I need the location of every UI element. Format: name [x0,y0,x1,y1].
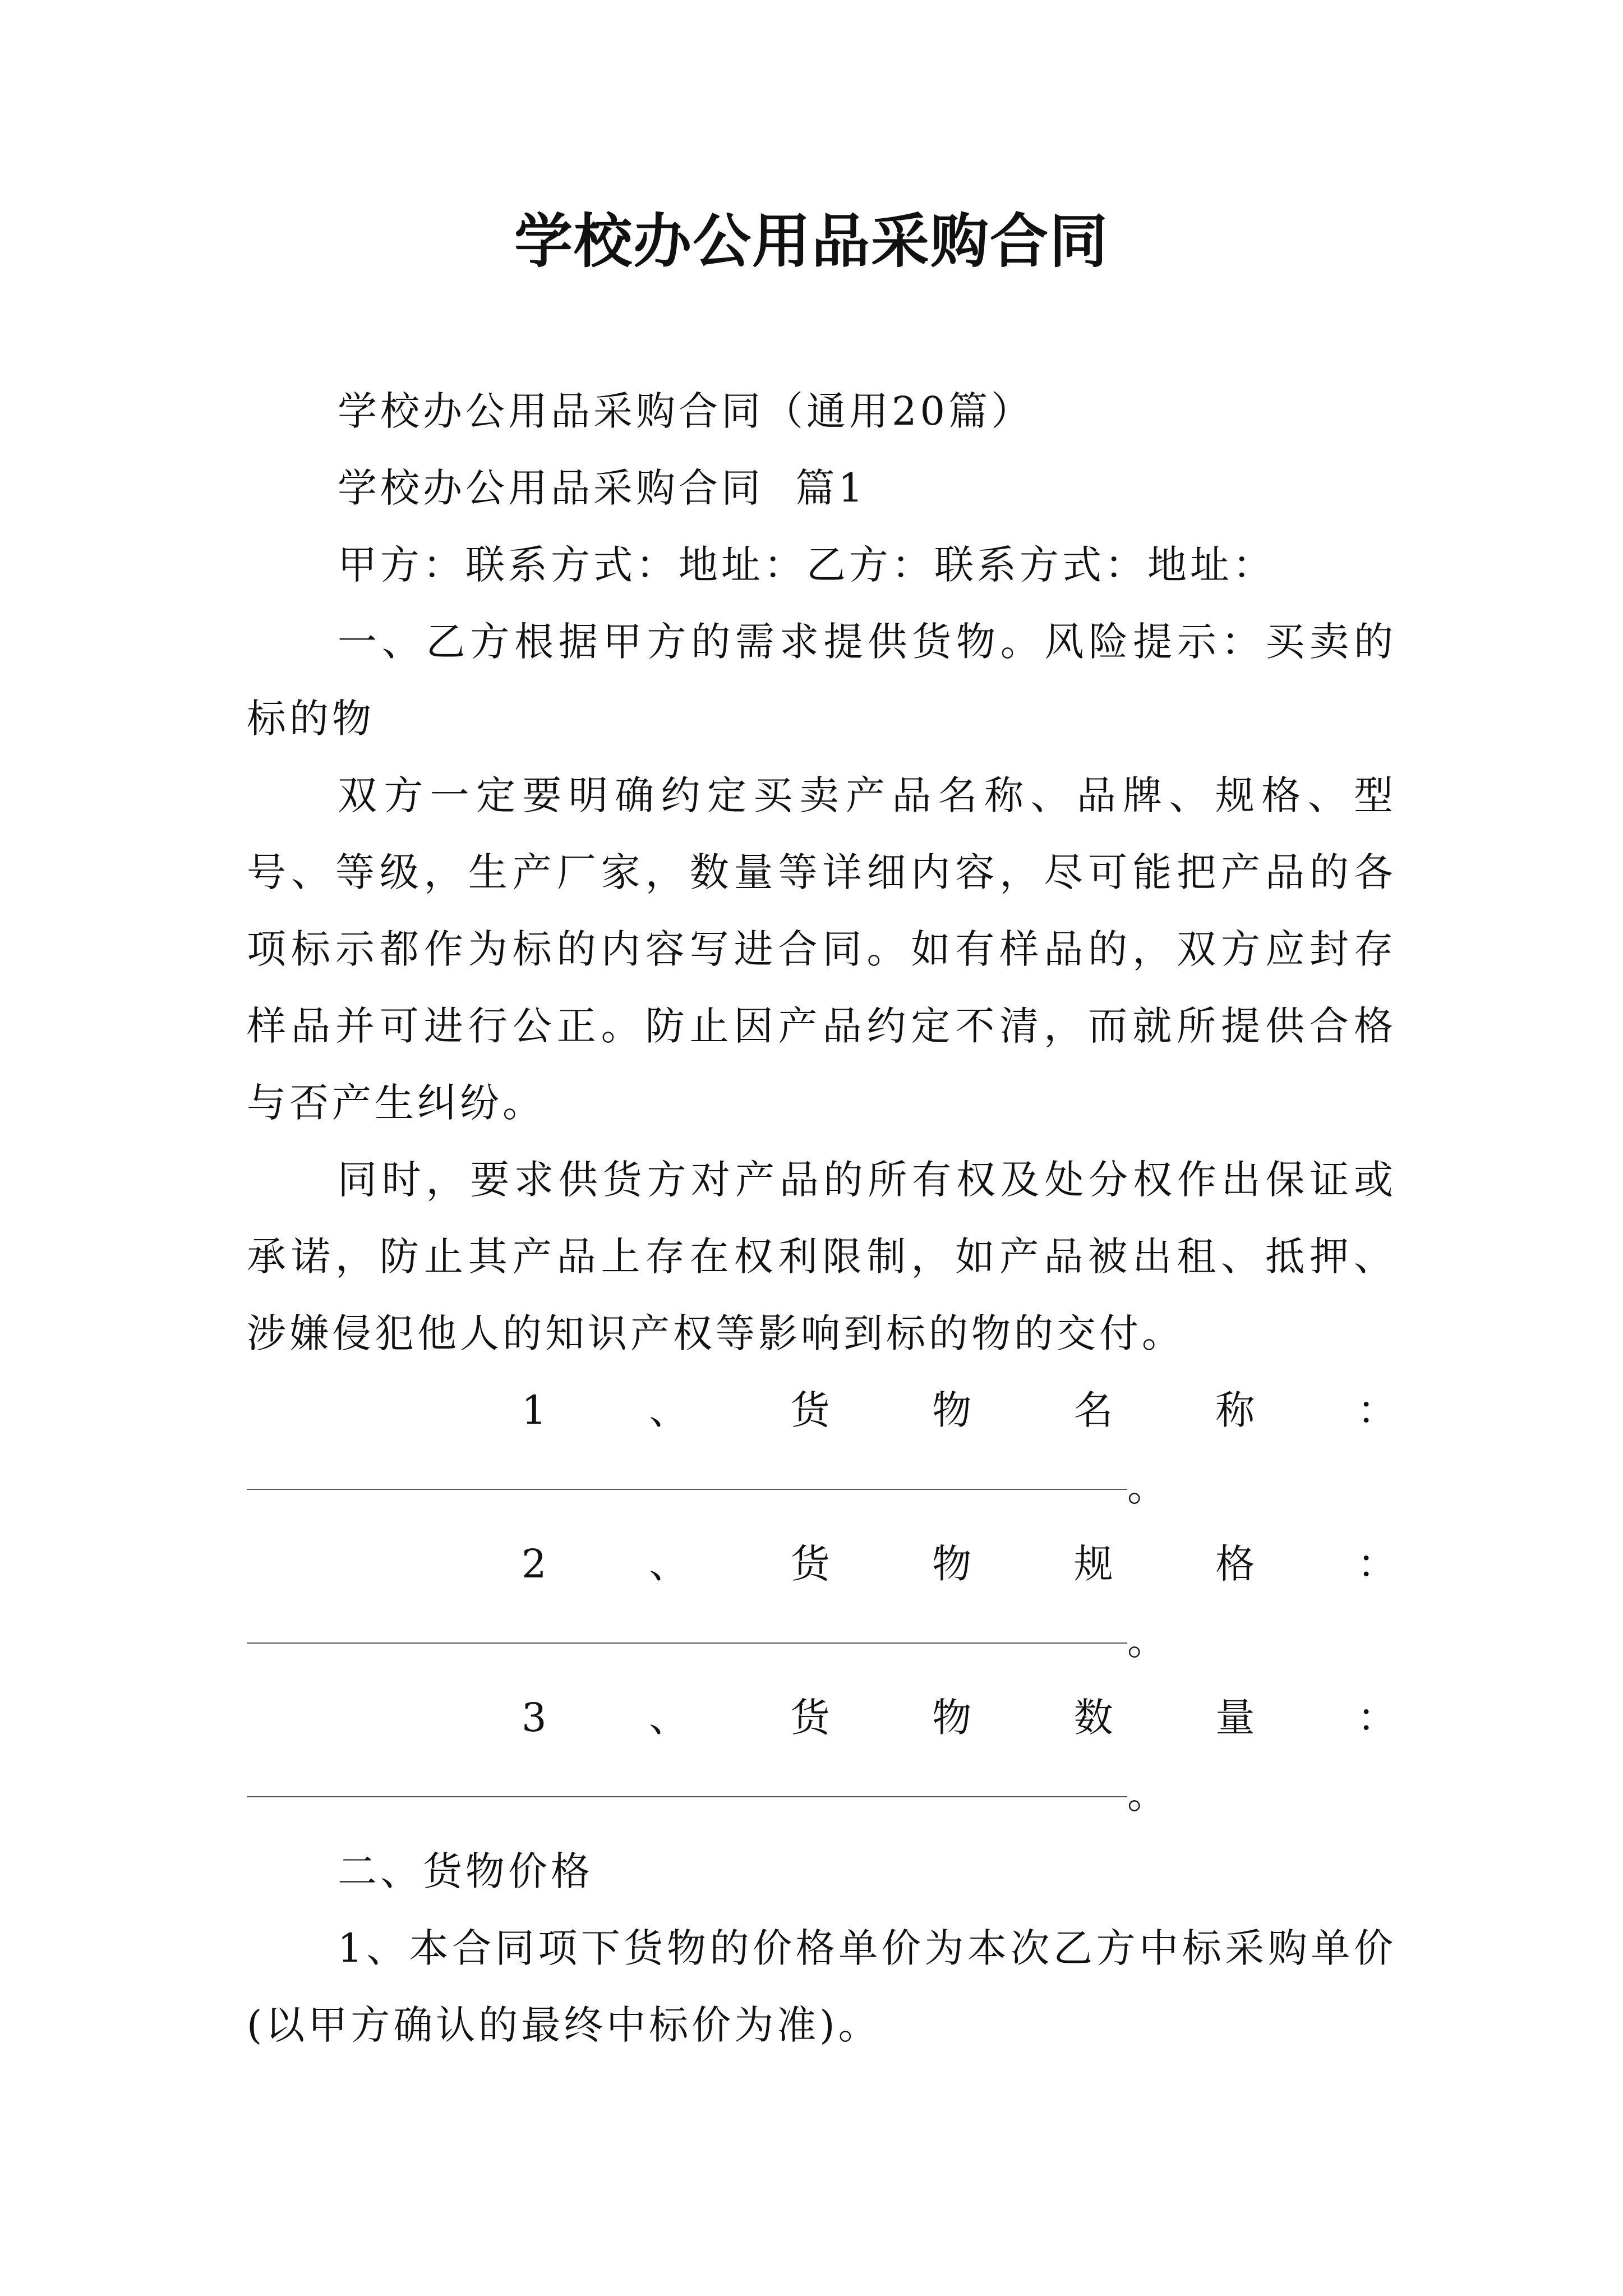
fill-in-blank[interactable] [247,1642,1127,1644]
fill-in-blank[interactable] [247,1489,1127,1490]
document-body [247,373,1396,2064]
parties-line: 甲方：联系方式：地址：乙方：联系方式：地址： [338,542,1275,588]
clause-2-heading: 二、货物价格 [338,1848,593,1894]
document-title: 学校办公用品采购合同 [514,206,1109,275]
item-goods-quantity [247,1680,1396,1833]
item-label: 1 、 货 物 名 称 ： [522,1387,1396,1433]
clause-1-paragraph-2: 双方一定要明确约定买卖产品名称、品牌、规格、型号、等级，生产厂家，数量等详细内容，尽可能把产品的各项标示都作为标的内容写进合同。如有样品的，双方应封存样品并可进行公正。防止因产品约定不清，而就所提供合格与否产生纠纷。 [247,772,1396,1126]
item-label: 2 、 货 物 规 格 ： [522,1541,1396,1587]
item-end-mark: 。 [1127,1772,1166,1818]
item-goods-name [247,1372,1396,1526]
item-label: 3 、 货 物 数 量 ： [522,1695,1396,1741]
section-heading: 学校办公用品采购合同 篇1 [338,465,867,511]
clause-1-intro: 一、乙方根据甲方的需求提供货物。风险提示：买卖的标的物 [247,619,1396,742]
item-end-mark: 。 [1127,1618,1166,1664]
clause-1-paragraph-3: 同时，要求供货方对产品的所有权及处分权作出保证或承诺，防止其产品上存在权利限制，如产品被出租、抵押、涉嫌侵犯他人的知识产权等影响到标的物的交付。 [247,1157,1396,1356]
item-end-mark: 。 [1127,1464,1166,1510]
clause-2-paragraph-1: 1、本合同项下货物的价格单价为本次乙方中标采购单价(以甲方确认的最终中标价为准)。 [247,1925,1396,2048]
fill-in-blank[interactable] [247,1796,1127,1797]
document-subtitle: 学校办公用品采购合同（通用20篇） [338,388,1034,434]
item-goods-spec [247,1526,1396,1680]
